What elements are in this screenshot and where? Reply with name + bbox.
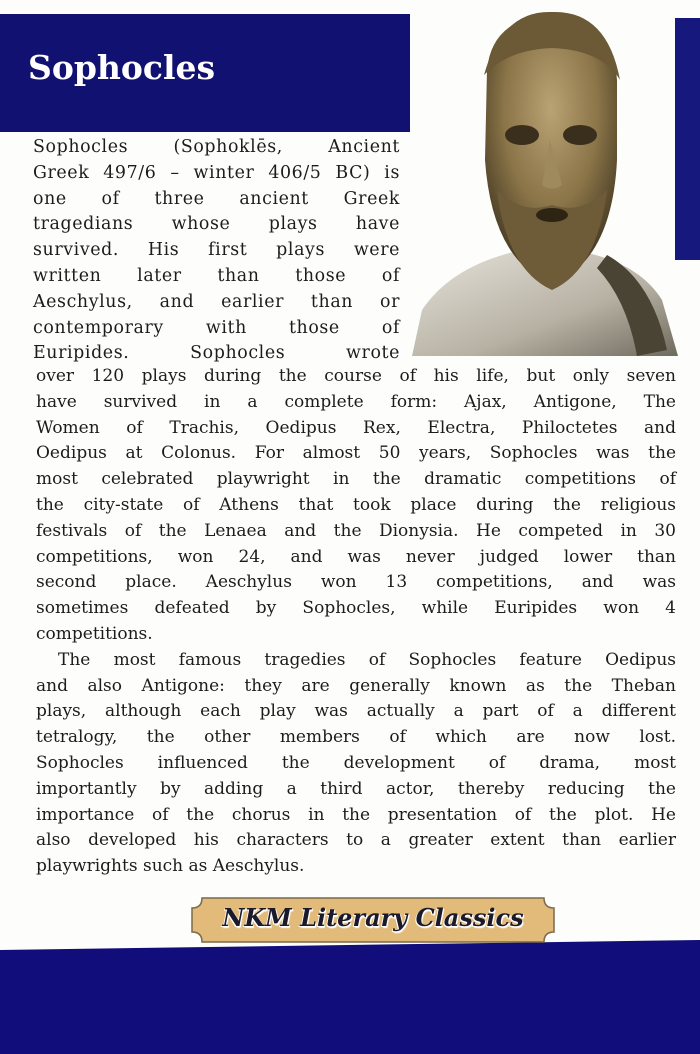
book-title: Sophocles bbox=[28, 48, 216, 87]
text-line: the city-state of Athens that took place during the religious bbox=[36, 494, 676, 515]
text-line: festivals of the Lenaea and the Dionysia. He competed in 30 bbox=[36, 520, 676, 541]
intro-paragraph bbox=[33, 135, 400, 367]
text-line: written later than those of bbox=[33, 265, 400, 286]
text-line: Sophocles (Sophoklēs, Ancient bbox=[33, 137, 400, 157]
text-line: competitions. bbox=[36, 623, 153, 644]
portrait-bust-image bbox=[412, 10, 678, 356]
text-line: over 120 plays during the course of his life, but only seven bbox=[36, 366, 676, 386]
text-line: one of three ancient Greek bbox=[33, 188, 400, 209]
text-line: playwrights such as Aeschylus. bbox=[36, 856, 305, 877]
publisher-plaque bbox=[190, 896, 556, 944]
text-line: Sophocles influenced the development of drama, most bbox=[36, 752, 676, 773]
right-accent-band bbox=[675, 18, 700, 260]
bust-icon bbox=[412, 10, 678, 356]
text-line: Oedipus at Colonus. For almost 50 years, Sophocles was the bbox=[36, 443, 676, 464]
text-line: also developed his characters to a greater extent than earlier bbox=[36, 830, 676, 851]
text-line: most celebrated playwright in the dramatic competitions of bbox=[36, 469, 676, 490]
text-line: tetralogy, the other members of which are now lost. bbox=[36, 727, 676, 748]
publisher-label: NKM Literary Classics bbox=[222, 903, 524, 932]
bottom-band bbox=[0, 950, 700, 1054]
text-line: second place. Aeschylus won 13 competitions, and was bbox=[36, 572, 676, 593]
text-line: competitions, won 24, and was never judged lower than bbox=[36, 546, 676, 567]
text-line: Euripides. Sophocles wrote bbox=[33, 343, 400, 364]
text-line: Greek 497/6 – winter 406/5 BC) is bbox=[33, 162, 400, 183]
text-line: have survived in a complete form: Ajax, Antigone, The bbox=[36, 391, 676, 412]
text-line: and also Antigone: they are generally known as the Theban bbox=[36, 675, 676, 696]
biography-body bbox=[36, 364, 676, 880]
text-line: The most famous tragedies of Sophocles feature Oedipus bbox=[58, 649, 676, 670]
text-line: contemporary with those of bbox=[33, 317, 400, 338]
text-line: importance of the chorus in the presentation of the plot. He bbox=[36, 804, 676, 825]
text-line: Women of Trachis, Oedipus Rex, Electra, Philoctetes and bbox=[36, 417, 676, 438]
text-line: Aeschylus, and earlier than or bbox=[33, 291, 400, 312]
text-line: plays, although each play was actually a part of a different bbox=[36, 701, 676, 722]
text-line: importantly by adding a third actor, thereby reducing the bbox=[36, 778, 676, 799]
text-line: sometimes defeated by Sophocles, while Euripides won 4 bbox=[36, 598, 676, 619]
text-line: survived. His first plays were bbox=[33, 240, 400, 261]
text-line: tragedians whose plays have bbox=[33, 214, 400, 235]
